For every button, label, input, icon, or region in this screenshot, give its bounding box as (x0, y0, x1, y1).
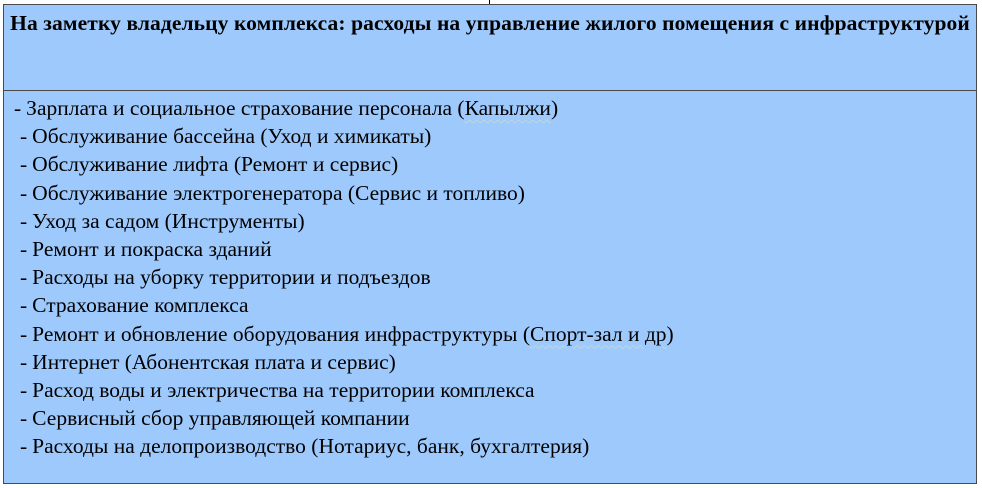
list-item (4, 404, 976, 432)
list-dash: - (20, 152, 28, 177)
item-text: Страхование комплекса (32, 293, 249, 318)
list-dash: - (20, 124, 28, 149)
item-text: Ремонт и покраска зданий (32, 237, 272, 262)
list-item (4, 235, 976, 263)
item-text: Зарплата и социальное страхование персонала ( (26, 96, 465, 120)
list-dash: - (14, 96, 22, 120)
list-dash: - (20, 180, 28, 205)
list-dash: - (20, 434, 28, 459)
item-text: Ремонт и обновление оборудования инфраструктуры ( (32, 321, 530, 346)
table-body-cell[interactable] (4, 91, 976, 483)
expense-list (4, 94, 976, 461)
list-item (4, 320, 976, 348)
list-dash: - (20, 237, 28, 262)
list-dash: - (20, 406, 28, 431)
list-item (4, 150, 976, 178)
list-dash: - (20, 378, 28, 403)
list-item (4, 263, 976, 291)
list-item (4, 207, 976, 235)
item-text: Расходы на делопроизводство (Нотариус, банк, бухгалтерия) (32, 434, 590, 459)
item-text: Интернет (Абонентская плата и сервис) (32, 349, 396, 374)
list-dash: - (20, 321, 28, 346)
list-item (4, 432, 976, 460)
item-text: Уход за садом (Инструменты) (32, 208, 305, 233)
list-dash: - (20, 208, 28, 233)
item-text-tail: ) (666, 321, 674, 346)
list-item (4, 291, 976, 319)
list-dash: - (20, 293, 28, 318)
list-item (4, 94, 976, 122)
item-text: Сервисный сбор управляющей компании (32, 406, 410, 431)
list-item (4, 376, 976, 404)
item-text: Обслуживание электрогенератора (Сервис и топливо) (32, 180, 525, 205)
item-text: Обслуживание лифта (Ремонт и сервис) (32, 152, 399, 177)
expense-table (3, 4, 977, 484)
list-dash: - (20, 265, 28, 290)
table-title: На заметку владельцу комплекса: расходы на управление жилого помещения с инфраструктурой (10, 11, 970, 35)
item-text: Расход воды и электричества на территории комплекса (32, 378, 535, 403)
list-item (4, 179, 976, 207)
item-text-tail: ) (550, 96, 559, 120)
table-header-cell[interactable] (4, 5, 976, 91)
item-text: Расходы на уборку территории и подъездов (32, 265, 431, 290)
item-text: Обслуживание бассейна (Уход и химикаты) (32, 124, 432, 149)
list-item (4, 348, 976, 376)
list-item (4, 122, 976, 150)
list-dash: - (20, 349, 28, 374)
spellcheck-flagged-word: Капылжи (464, 96, 551, 120)
spellcheck-flagged-phrase: Спорт-зал и др (530, 321, 667, 346)
